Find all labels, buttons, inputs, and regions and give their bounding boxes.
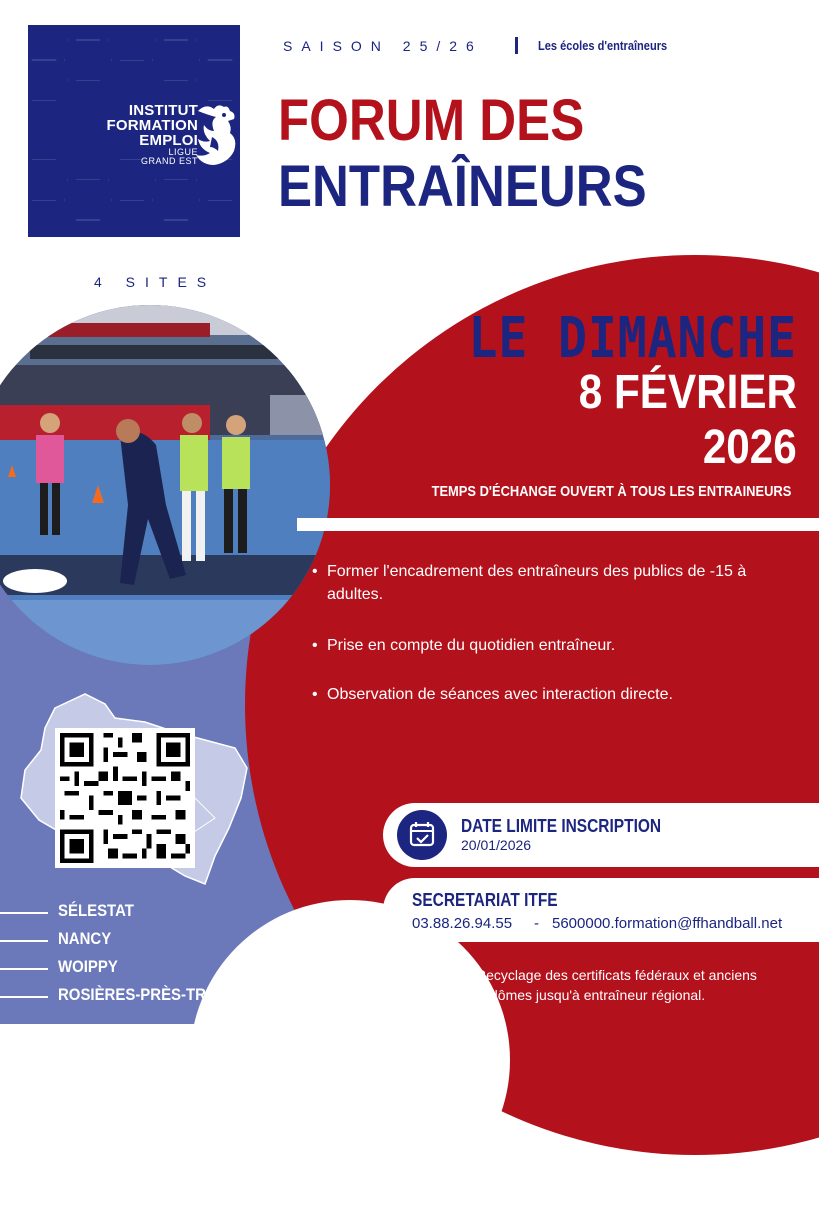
logo-line-1: INSTITUT xyxy=(128,102,198,119)
season-label: SAISON 25/26 xyxy=(283,38,483,54)
bullet-item xyxy=(312,560,782,606)
season-subtitle: Les écoles d'entraîneurs xyxy=(538,38,668,53)
logo-line-2: FORMATION xyxy=(106,117,198,134)
bullet-item xyxy=(312,683,782,706)
event-day-label: LE DIMANCHE xyxy=(468,306,797,371)
qr-code[interactable] xyxy=(55,728,195,868)
sites-label: 4 SITES xyxy=(94,274,217,290)
footnote-text: Recyclage des certificats fédéraux et anciens diplômes jusqu'à entraîneur régional. xyxy=(476,967,757,1004)
city-line xyxy=(0,968,48,970)
city-line xyxy=(0,940,48,942)
season-divider xyxy=(515,37,518,54)
logo-text xyxy=(78,103,198,166)
deadline-value: 20/01/2026 xyxy=(461,837,532,853)
event-date: 8 FÉVRIER xyxy=(578,366,797,419)
event-year: 2026 xyxy=(703,421,797,474)
page-title-line-2: ENTRAÎNEURS xyxy=(278,154,647,219)
logo-line-4: LIGUE xyxy=(168,147,198,157)
secretariat-email-link[interactable]: 5600000.formation@ffhandball.net xyxy=(552,915,783,932)
qr-code-icon xyxy=(55,728,195,868)
calendar-check-icon xyxy=(397,810,447,860)
logo-line-5: GRAND EST xyxy=(140,156,198,166)
city-line xyxy=(0,996,48,998)
city-line xyxy=(0,912,48,914)
rooster-icon xyxy=(188,103,240,169)
city-woippy: WOIPPY xyxy=(58,957,118,976)
page-title-line-1: FORUM DES xyxy=(278,88,585,153)
event-tagline: TEMPS D'ÉCHANGE OUVERT À TOUS LES ENTRAINEURS xyxy=(431,483,791,500)
secretariat-phone[interactable]: 03.88.26.94.55 xyxy=(412,915,513,932)
city-rosieres-pres-troyes: ROSIÈRES-PRÈS-TROYES xyxy=(58,985,248,1004)
bullet-text: Former l'encadrement des entraîneurs des publics de -15 à adultes. xyxy=(327,563,747,604)
bullet-dot-icon: • xyxy=(312,563,318,580)
bullet-dot-icon: • xyxy=(312,637,318,654)
bullet-text: Prise en compte du quotidien entraîneur. xyxy=(327,637,616,654)
bullet-dot-icon: • xyxy=(312,686,318,703)
bullet-item xyxy=(312,634,782,657)
city-nancy: NANCY xyxy=(58,929,112,948)
secretariat-label: SECRETARIAT ITFE xyxy=(412,890,558,910)
city-selestat: SÉLESTAT xyxy=(58,901,134,920)
bullet-text: Observation de séances avec interaction directe. xyxy=(327,686,673,703)
deadline-label: DATE LIMITE INSCRIPTION xyxy=(461,816,662,836)
logo-line-3: EMPLOI xyxy=(139,132,198,149)
itfe-logo xyxy=(28,25,240,237)
secretariat-separator: - xyxy=(534,915,539,932)
section-divider xyxy=(297,518,819,531)
background-white-arc xyxy=(190,900,513,1220)
